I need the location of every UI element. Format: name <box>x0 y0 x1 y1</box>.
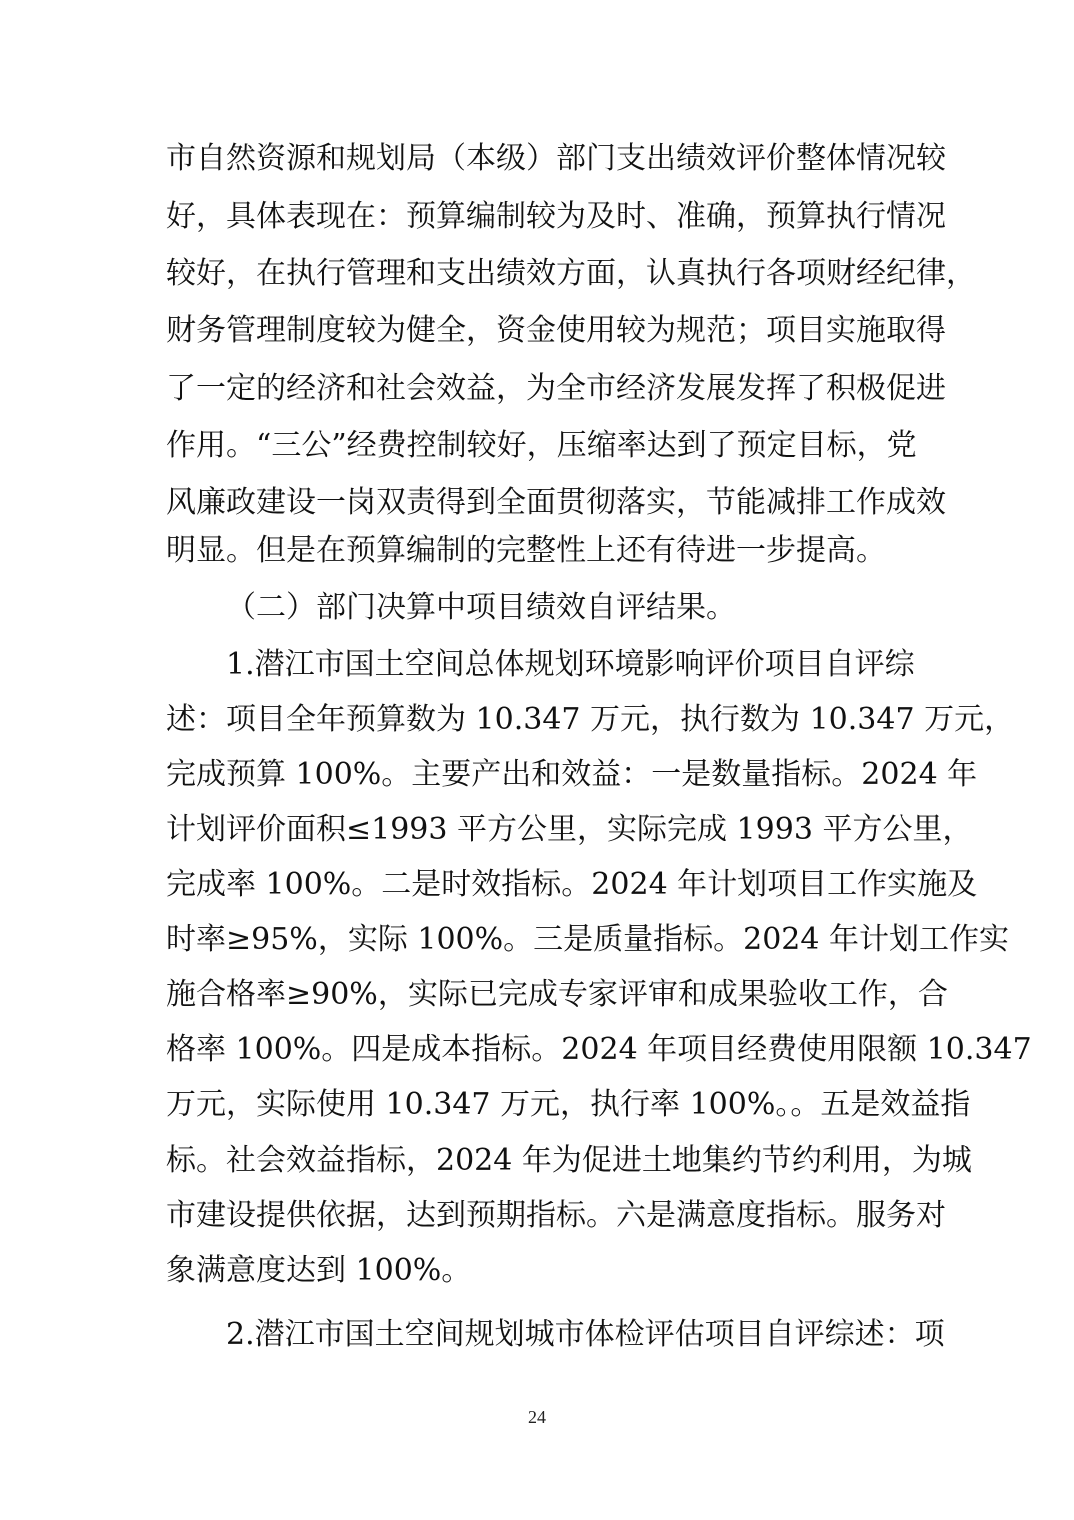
paragraph-1-line-3: 较好，在执行管理和支出绩效方面，认真执行各项财经纪律， <box>166 256 976 291</box>
paragraph-2-line-4: 计划评价面积≤1993 平方公里，实际完成 1993 平方公里， <box>166 812 973 847</box>
paragraph-2-line-3: 完成预算 100%。主要产出和效益：一是数量指标。2024 年 <box>166 757 978 792</box>
paragraph-1-line-5: 了一定的经济和社会效益，为全市经济发展发挥了积极促进 <box>166 371 946 406</box>
paragraph-2-line-10: 标。社会效益指标，2024 年为促进土地集约节约利用，为城 <box>166 1143 972 1178</box>
paragraph-1-line-2: 好，具体表现在：预算编制较为及时、准确，预算执行情况 <box>166 199 946 234</box>
paragraph-1-line-8: 明显。但是在预算编制的完整性上还有待进一步提高。 <box>166 533 886 568</box>
paragraph-2-line-8: 格率 100%。四是成本指标。2024 年项目经费使用限额 10.347 <box>166 1032 1032 1067</box>
paragraph-1-line-4: 财务管理制度较为健全，资金使用较为规范；项目实施取得 <box>166 313 946 348</box>
paragraph-2-line-12: 象满意度达到 100%。 <box>166 1253 472 1288</box>
paragraph-2-line-6: 时率≥95%，实际 100%。三是质量指标。2024 年计划工作实 <box>166 922 1010 957</box>
paragraph-1-line-1: 市自然资源和规划局（本级）部门支出绩效评价整体情况较 <box>166 141 946 176</box>
paragraph-3-line-1: 2.潜江市国土空间规划城市体检评估项目自评综述：项 <box>226 1317 945 1352</box>
paragraph-1-line-6: 作用。“三公”经费控制较好，压缩率达到了预定目标，党 <box>166 428 917 463</box>
paragraph-1-line-7: 风廉政建设一岗双责得到全面贯彻落实，节能减排工作成效 <box>166 485 946 520</box>
section-heading: （二）部门决算中项目绩效自评结果。 <box>226 590 736 625</box>
paragraph-2-line-5: 完成率 100%。二是时效指标。2024 年计划项目工作实施及 <box>166 867 978 902</box>
paragraph-2-line-9: 万元，实际使用 10.347 万元，执行率 100%。。五是效益指 <box>166 1087 971 1122</box>
paragraph-2-line-1: 1.潜江市国土空间总体规划环境影响评价项目自评综 <box>226 647 915 682</box>
page-number: 24 <box>528 1407 546 1427</box>
paragraph-2-line-7: 施合格率≥90%，实际已完成专家评审和成果验收工作，合 <box>166 977 948 1012</box>
paragraph-2-line-2: 述：项目全年预算数为 10.347 万元，执行数为 10.347 万元， <box>166 702 1015 737</box>
paragraph-2-line-11: 市建设提供依据，达到预期指标。六是满意度指标。服务对 <box>166 1198 946 1233</box>
